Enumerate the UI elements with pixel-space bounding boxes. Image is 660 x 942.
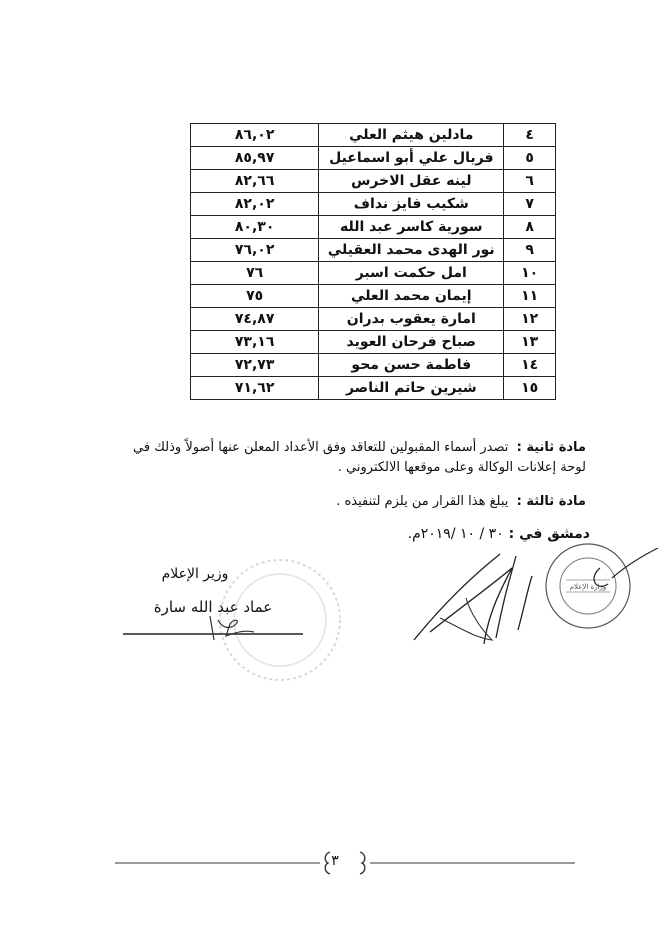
article-three-text: يبلغ هذا القرار من يلزم لتنفيذه . [336, 494, 509, 509]
row-score: ٧١,٦٢ [191, 377, 319, 400]
table-row [191, 377, 556, 400]
row-number: ٥ [504, 147, 556, 170]
row-score: ٨٢,٦٦ [191, 170, 319, 193]
row-name: امل حكمت اسبر [319, 262, 504, 285]
table-row [191, 354, 556, 377]
row-number: ١٤ [504, 354, 556, 377]
date-value: ٣٠ / ١٠ /٢٠١٩م. [407, 526, 504, 542]
row-name: فريال علي أبو اسماعيل [319, 147, 504, 170]
row-score: ٧٤,٨٧ [191, 308, 319, 331]
article-two-line1: تصدر أسماء المقبولين للتعاقد وفق الأعداد المعلن عنها أصولاً وذلك في [133, 440, 509, 455]
row-name: إيمان محمد العلي [319, 285, 504, 308]
row-number: ١٢ [504, 308, 556, 331]
row-score: ٧٢,٧٣ [191, 354, 319, 377]
table-row [191, 170, 556, 193]
row-name: لينه عقل الاخرس [319, 170, 504, 193]
table-row [191, 147, 556, 170]
row-number: ١٣ [504, 331, 556, 354]
table-row [191, 262, 556, 285]
row-score: ٨٥,٩٧ [191, 147, 319, 170]
row-number: ١٥ [504, 377, 556, 400]
table-row [191, 193, 556, 216]
table-row [191, 285, 556, 308]
table-row [191, 331, 556, 354]
row-name: امارة يعقوب بدران [319, 308, 504, 331]
row-name: مادلين هيثم العلي [319, 124, 504, 147]
date-label: دمشق في : [508, 526, 590, 542]
row-score: ٨٠,٣٠ [191, 216, 319, 239]
row-number: ٩ [504, 239, 556, 262]
minister-name: عماد عبد الله سارة [153, 598, 273, 616]
row-score: ٧٦ [191, 262, 319, 285]
minister-signature [118, 610, 308, 650]
table-row [191, 239, 556, 262]
page-number: ٣ [331, 853, 339, 869]
row-name: شكيب فايز نداف [319, 193, 504, 216]
row-name: صباح فرحان العويد [319, 331, 504, 354]
row-score: ٧٦,٠٢ [191, 239, 319, 262]
results-table [190, 123, 556, 400]
article-three [300, 492, 586, 512]
row-score: ٧٣,١٦ [191, 331, 319, 354]
row-name: سورية كاسر عبد الله [319, 216, 504, 239]
stamp-text: وزارة الإعلام [569, 583, 607, 591]
row-name: فاطمة حسن محو [319, 354, 504, 377]
table-row [191, 308, 556, 331]
row-number: ٧ [504, 193, 556, 216]
article-three-label: مادة ثالثة : [516, 494, 586, 509]
row-number: ٨ [504, 216, 556, 239]
footer-rule [110, 848, 580, 878]
row-score: ٨٦,٠٢ [191, 124, 319, 147]
table-row [191, 216, 556, 239]
row-name: نور الهدى محمد العقيلي [319, 239, 504, 262]
row-score: ٨٢,٠٢ [191, 193, 319, 216]
row-number: ١٠ [504, 262, 556, 285]
row-number: ١١ [504, 285, 556, 308]
row-number: ٤ [504, 124, 556, 147]
article-two-label: مادة ثانية : [516, 440, 586, 455]
row-name: شيرين حاتم الناصر [319, 377, 504, 400]
director-signature [400, 548, 660, 648]
article-two-line2: لوحة إعلانات الوكالة وعلى موقعها الالكتروني . [337, 460, 586, 475]
row-number: ٦ [504, 170, 556, 193]
table-row [191, 124, 556, 147]
minister-title: وزير الإعلام [161, 566, 229, 582]
article-two [118, 438, 586, 478]
row-score: ٧٥ [191, 285, 319, 308]
